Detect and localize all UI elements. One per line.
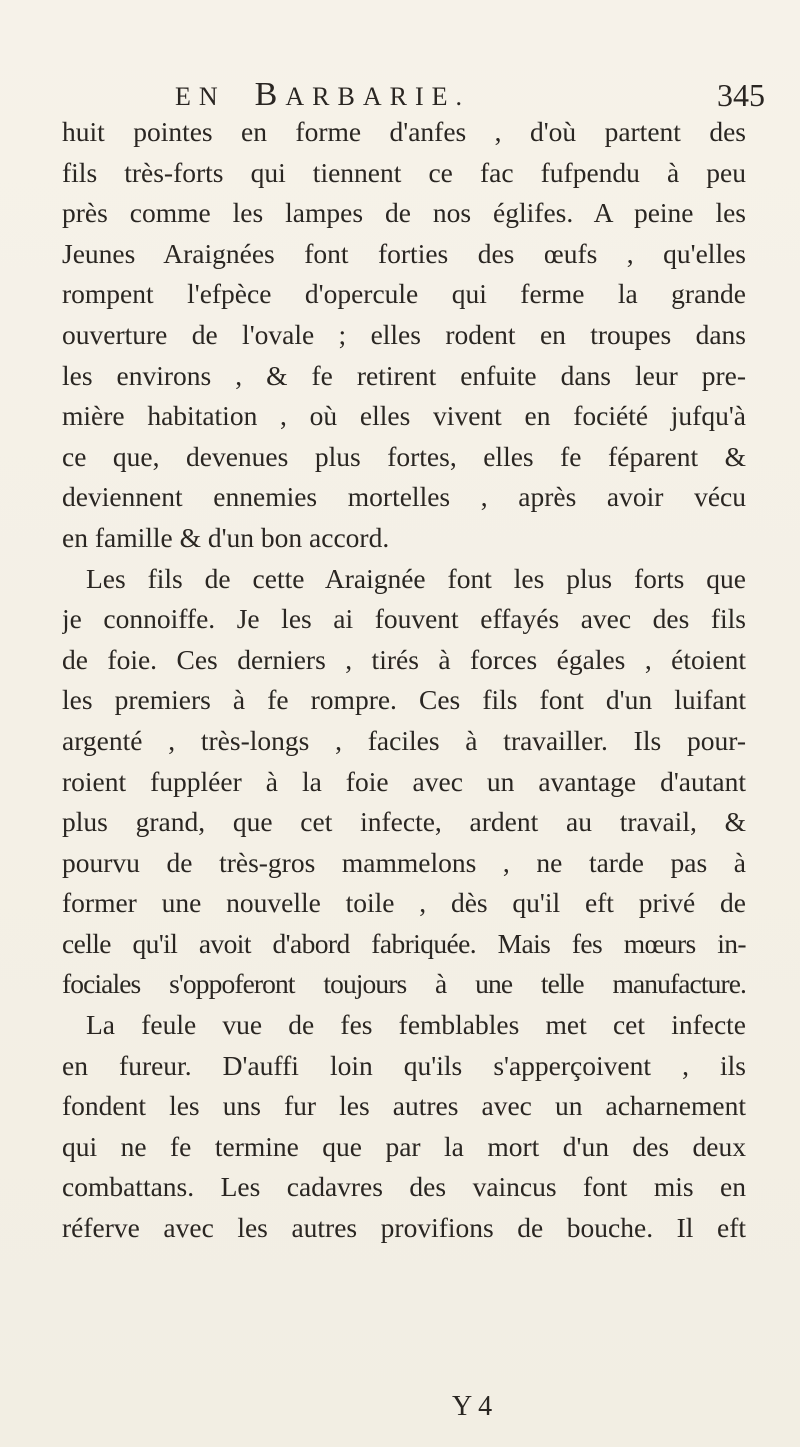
text-line: je connoiffe. Je les ai fouvent effayés avec des fils xyxy=(62,603,746,635)
text-line: celle qu'il avoit d'abord fabriquée. Mais fes mœurs in- xyxy=(62,927,746,959)
text-line: les premiers à fe rompre. Ces fils font d'un luifant xyxy=(62,684,746,716)
text-line: roient fuppléer à la foie avec un avantage d'autant xyxy=(62,765,746,797)
signature-mark: Y 4 xyxy=(452,1391,493,1422)
text-line: plus grand, que cet infecte, ardent au travail, & xyxy=(62,806,746,838)
text-line: les environs , & fe retirent enfuite dans leur pre- xyxy=(62,359,746,391)
text-line: pourvu de très-gros mammelons , ne tarde pas à xyxy=(62,846,746,878)
paragraph-start-line: La feule vue de fes femblables met cet infecte xyxy=(86,1009,746,1041)
text-line: rompent l'efpèce d'opercule qui ferme la grande xyxy=(62,278,746,310)
text-line: en fureur. D'auffi loin qu'ils s'apperçoivent , ils xyxy=(62,1049,746,1081)
text-line: huit pointes en forme d'anfes , d'où partent des xyxy=(62,116,746,147)
paragraph-start-line: Les fils de cette Araignée font les plus forts que xyxy=(86,562,746,594)
text-line: fociales s'oppoferont toujours à une telle manufacture. xyxy=(62,968,746,1000)
text-line: argenté , très-longs , faciles à travailler. Ils pour- xyxy=(62,724,746,756)
text-line: qui ne fe termine que par la mort d'un des deux xyxy=(62,1130,746,1162)
text-line: de foie. Ces derniers , tirés à forces égales , étoient xyxy=(62,643,746,675)
text-line: fondent les uns fur les autres avec un acharnement xyxy=(62,1090,746,1122)
text-line: former une nouvelle toile , dès qu'il eft privé de xyxy=(62,887,746,919)
paragraph-end-line: en famille & d'un bon accord. xyxy=(62,521,390,553)
running-title-cap: B xyxy=(254,76,286,113)
text-line: deviennent ennemies mortelles , après avoir vécu xyxy=(62,481,746,513)
body-text xyxy=(62,112,746,1249)
text-line: combattans. Les cadavres des vaincus font mis en xyxy=(62,1171,746,1203)
text-line: fils très-forts qui tiennent ce fac fufpendu à peu xyxy=(62,156,746,188)
running-title-prefix: EN xyxy=(175,82,226,111)
page-number: 345 xyxy=(717,77,765,113)
text-line: près comme les lampes de nos églifes. A peine les xyxy=(62,197,746,229)
text-line: réferve avec les autres provifions de bouche. Il eft xyxy=(62,1212,746,1244)
text-line: ce que, devenues plus fortes, elles fe féparent & xyxy=(62,440,746,472)
text-line: ouverture de l'ovale ; elles rodent en troupes dans xyxy=(62,318,746,350)
running-title-rest: ARBARIE. xyxy=(285,82,470,111)
text-line: Jeunes Araignées font forties des œufs , qu'elles xyxy=(62,237,746,269)
text-line: mière habitation , où elles vivent en fociété jufqu'à xyxy=(62,400,746,432)
